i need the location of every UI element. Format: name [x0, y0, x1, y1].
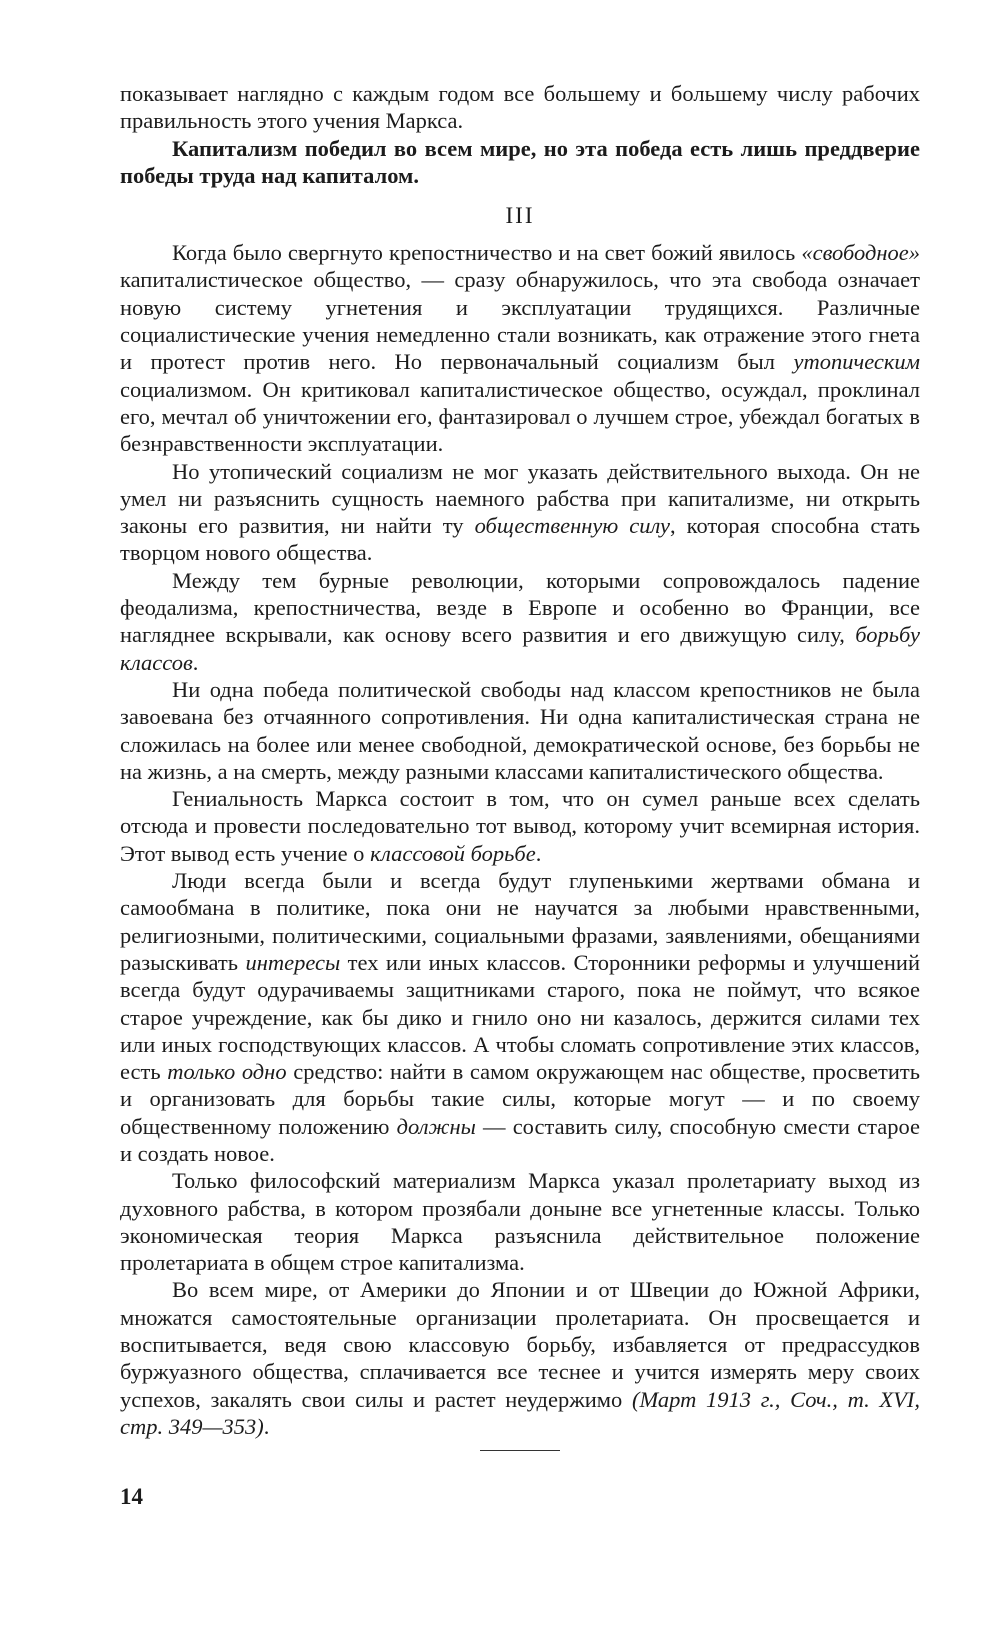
- paragraph-proletariat-organizations: Во всем мире, от Америки до Японии и от Швеции до Южной Африки, множатся самостоятельные организации пролетариата. Он просвещается и воспитывается, ведя свою классовую борьбу, избавляется от предрассудков буржуазного общества, сплачивается все теснее и учится измерять меру своих успехов, закалять свои силы и растет неудержимо (Март 1913 г., Соч., т. XVI, стр. 349—353).: [120, 1277, 921, 1439]
- closing-rule: [480, 1450, 560, 1451]
- emphasis-social-force: общественную силу: [474, 513, 671, 539]
- source-citation: (Март 1913 г., Соч., т. XVI, стр. 349—353): [120, 1386, 921, 1439]
- emphasis-interests: интересы: [245, 949, 341, 975]
- paragraph-marx-genius: Гениальность Маркса состоит в том, что он сумел раньше всех сделать отсюда и провести последовательно тот вывод, которому учит всемирная история. Этот вывод есть учение о классовой борьбе.: [120, 786, 920, 866]
- paragraph-political-freedom: Ни одна победа политической свободы над классом крепостников не была завоевана без отчаянного сопротивления. Ни одна капиталистическая страна не сложилась на более или менее свободной, демократической основе, без борьбы не на жизнь, а на смерть, между разными классами капиталистического общества.: [120, 676, 920, 784]
- emphasis-free: «свободное»: [801, 240, 920, 266]
- paragraph-intro-continuation: показывает наглядно с каждым годом все большему и большему числу рабочих правильность этого учения Маркса.: [120, 81, 920, 134]
- paragraph-interests-of-classes: Люди всегда были и всегда будут глупенькими жертвами обмана и самообмана в политике, пока они не научатся за любыми нравственными, религиозными, политическими, социальными фразами, заявлениями, обещаниями разыскивать интересы тех или иных классов. Сторонники реформы и улучшений всегда будут одурачиваемы защитниками старого, пока не поймут, что всякое старое учреждение, как бы дико и гнило оно ни казалось, держится силами тех или иных господствующих классов. А чтобы сломать сопротивление этих классов, есть только одно средство: найти в самом окружающем нас обществе, просветить и организовать для борьбы такие силы, которые могут — и по своему общественному положению должны — составить силу, способную смести старое и создать новое.: [120, 868, 920, 1166]
- paragraph-utopian-limits: Но утопический социализм не мог указать действительного выхода. Он не умел ни разъяснить сущность наемного рабства при капитализме, ни открыть законы его развития, ни найти ту общественную силу, которая способна стать творцом нового общества.: [120, 458, 920, 566]
- emphasis-class-struggle-doctrine: классовой борьбе: [370, 840, 536, 866]
- emphasis-only-one: только одно: [167, 1059, 287, 1085]
- section-heading: III: [505, 203, 535, 229]
- emphasis-must: должны: [396, 1113, 476, 1139]
- page-body: [120, 80, 920, 1451]
- emphasis-class-struggle: борьбу классов: [120, 622, 920, 675]
- paragraph-materialism: Только философский материализм Маркса указал пролетариату выход из духовного рабства, в котором прозябали доныне все угнетенные классы. Только экономическая теория Маркса разъяснила действительное положение пролетариата в общем строе капитализма.: [120, 1168, 920, 1276]
- page-number: 14: [120, 1484, 143, 1509]
- paragraph-revolutions: Между тем бурные революции, которыми сопровождалось падение феодализма, крепостничества, везде в Европе и особенно во Франции, все нагляднее вскрывали, как основу всего развития и его движущую силу, борьбу классов.: [120, 567, 920, 675]
- paragraph-capitalism-victory: Капитализм победил во всем мире, но эта победа есть лишь преддверие победы труда над капиталом.: [120, 135, 920, 188]
- paragraph-utopian-socialism: Когда было свергнуто крепостничество и на свет божий явилось «свободное» капиталистическое общество, — сразу обнаружилось, что эта свобода означает новую систему угнетения и эксплуатации трудящихся. Различные социалистические учения немедленно стали возникать, как отражение этого гнета и протест против него. Но первоначальный социализм был утопическим социализмом. Он критиковал капиталистическое общество, осуждал, проклинал его, мечтал об уничтожении его, фантазировал о лучшем строе, убеждал богатых в безнравственности эксплуатации.: [120, 240, 920, 457]
- emphasis-utopian: утопическим: [793, 349, 920, 375]
